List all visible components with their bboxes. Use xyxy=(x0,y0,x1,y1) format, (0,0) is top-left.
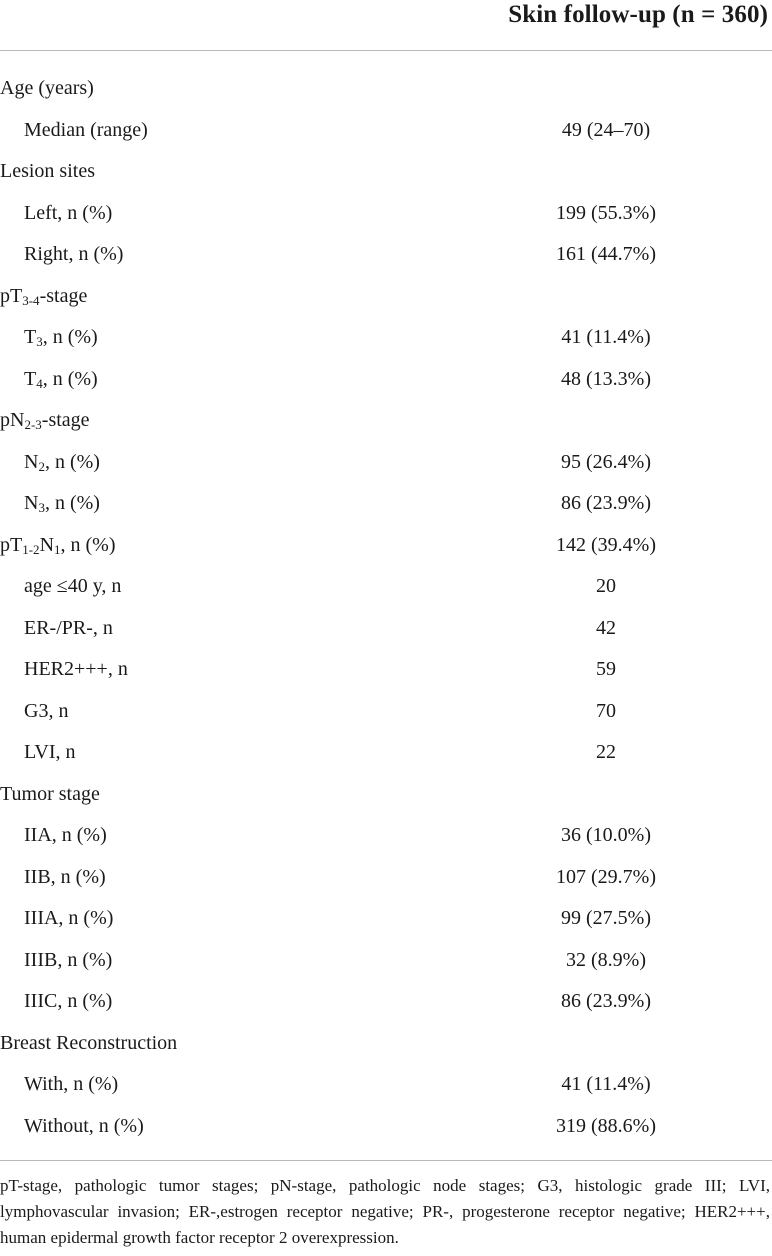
row-value: 49 (24–70) xyxy=(561,118,651,141)
row-label: Right, n (%) xyxy=(24,243,124,265)
table-row xyxy=(0,691,772,733)
table-row xyxy=(0,359,772,401)
row-value: 142 (39.4%) xyxy=(556,533,656,556)
row-label: $pT_{3-4}$-stage xyxy=(0,284,88,308)
row-value: 42 xyxy=(596,616,616,639)
row-label: $pT_{1-2}N_1$, n (%) xyxy=(0,533,116,557)
row-value: 86 (23.9%) xyxy=(561,492,651,514)
table-row xyxy=(0,815,772,857)
row-label: IIIB, n (%) xyxy=(24,948,113,971)
table-row xyxy=(0,442,772,484)
row-value: 41 (11.4%) xyxy=(561,1073,651,1095)
row-label: $T_3$, n (%) xyxy=(24,326,98,349)
row-label: Lesion sites xyxy=(0,160,95,182)
row-label: $pN_{2-3}$-stage xyxy=(0,409,90,432)
row-label: IIA, n (%) xyxy=(24,824,107,846)
row-label: IIB, n (%) xyxy=(24,865,106,888)
table-row xyxy=(0,940,772,982)
row-label: IIIC, n (%) xyxy=(24,990,113,1012)
table-row xyxy=(0,110,772,152)
table-row xyxy=(0,1064,772,1106)
table-row xyxy=(0,234,772,276)
row-value: 319 (88.6%) xyxy=(556,1114,656,1137)
row-label: Tumor stage xyxy=(0,782,100,805)
table-row xyxy=(0,857,772,899)
table-row xyxy=(0,525,772,567)
table-row xyxy=(0,774,772,816)
table-row xyxy=(0,1106,772,1148)
table-row xyxy=(0,276,772,318)
row-value: 48 (13.3%) xyxy=(561,367,651,390)
table-row xyxy=(0,193,772,235)
table-row xyxy=(0,483,772,525)
row-label: Age (years) xyxy=(0,77,94,99)
table-row xyxy=(0,898,772,940)
table-body xyxy=(0,51,772,1147)
row-value: 36 (10.0%) xyxy=(561,824,651,846)
row-label: G3, n xyxy=(24,699,69,722)
row-value: 41 (11.4%) xyxy=(561,326,651,348)
row-label: Without, n (%) xyxy=(24,1114,144,1137)
row-label: IIIA, n (%) xyxy=(24,907,114,929)
row-label: $N_2$, n (%) xyxy=(24,450,100,474)
row-label: Median (range) xyxy=(24,118,148,141)
row-label: Left, n (%) xyxy=(24,201,113,224)
column-header-skin-follow-up: Skin follow-up (n = 360) xyxy=(508,1,768,28)
row-value: 107 (29.7%) xyxy=(556,865,656,888)
table-row xyxy=(0,1023,772,1065)
table-row xyxy=(0,732,772,774)
row-label: $T_4$, n (%) xyxy=(24,367,98,391)
row-value: 99 (27.5%) xyxy=(561,907,651,929)
row-label: With, n (%) xyxy=(24,1073,119,1095)
row-label: ER-/PR-, n xyxy=(24,616,113,639)
row-value: 199 (55.3%) xyxy=(556,201,656,224)
row-label: Breast Reconstruction xyxy=(0,1031,178,1054)
row-value: 70 xyxy=(596,699,616,722)
row-value: 20 xyxy=(596,575,616,597)
row-label: age ≤40 y, n xyxy=(24,575,122,597)
table-row xyxy=(0,317,772,359)
row-value: 22 xyxy=(596,741,616,763)
table-row xyxy=(0,151,772,193)
row-label: $N_3$, n (%) xyxy=(24,492,100,515)
table-row xyxy=(0,68,772,110)
table-header xyxy=(0,0,772,51)
row-value: 59 xyxy=(596,658,616,680)
row-value: 86 (23.9%) xyxy=(561,990,651,1012)
table-footnote: pT-stage, pathologic tumor stages; pN-stage, pathologic node stages; G3, histologic grade III; LVI, lymphovascular invasion; ER-,estrogen receptor negative; PR-, progesterone receptor negative; HER2+++, human epidermal growth factor receptor 2 overexpression. xyxy=(0,1176,770,1247)
row-value: 32 (8.9%) xyxy=(566,948,646,971)
table-row xyxy=(0,400,772,442)
table-row xyxy=(0,981,772,1023)
row-value: 161 (44.7%) xyxy=(556,243,656,265)
table-row xyxy=(0,649,772,691)
table-row xyxy=(0,608,772,650)
table-row xyxy=(0,566,772,608)
row-label: LVI, n xyxy=(24,741,76,763)
row-label: HER2+++, n xyxy=(24,658,128,680)
row-value: 95 (26.4%) xyxy=(561,450,651,473)
